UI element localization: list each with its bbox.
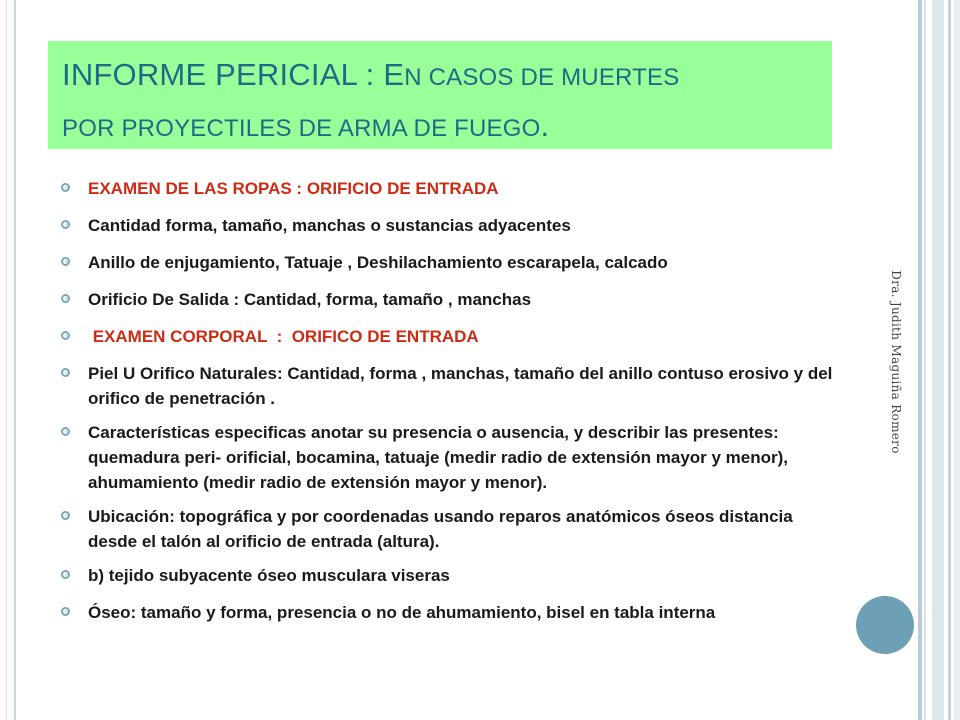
bullet-item [58,563,838,588]
right-stripe [954,0,960,720]
right-border-decoration [918,0,960,720]
title-line2: POR PROYECTILES DE ARMA DE FUEGO [62,115,541,142]
circle-decoration [856,596,914,654]
title-initial: E [383,57,405,92]
bullet-icon [61,257,70,266]
bullet-icon [61,511,70,520]
bullet-list [58,176,838,637]
bullet-item [58,504,838,554]
right-stripe [918,0,922,720]
bullet-item [58,324,838,349]
bullet-text: Óseo: tamaño y forma, presencia o no de ahumamiento, bisel en tabla interna [88,603,716,622]
bullet-text: EXAMEN CORPORAL : ORIFICO DE ENTRADA [88,327,479,346]
title-part1: INFORME PERICIAL : [62,57,384,92]
bullet-item [58,213,838,238]
bullet-icon [61,427,70,436]
bullet-text: Piel U Orifico Naturales: Cantidad, forma , manchas, tamaño del anillo contuso erosivo y del orifico de penetración . [88,364,833,408]
bullet-item [58,250,838,275]
right-stripe [924,0,926,720]
bullet-item [58,176,838,201]
left-border-decoration [0,0,16,720]
title-rest: N CASOS DE MUERTES [404,64,680,91]
slide-title [62,51,832,153]
right-stripe [948,0,951,720]
bullet-text: Ubicación: topográfica y por coordenadas usando reparos anatómicos óseos distancia desde el talón al orificio de entrada (altura). [88,507,793,551]
bullet-item [58,420,838,495]
bullet-icon [61,570,70,579]
title-period: . [540,108,550,143]
bullet-item [58,600,838,625]
bullet-text: b) tejido subyacente óseo musculara viseras [88,566,450,585]
bullet-text: Orificio De Salida : Cantidad, forma, tamaño , manchas [88,290,532,309]
bullet-icon [61,331,70,340]
bullet-text: Características especificas anotar su presencia o ausencia, y describir las presentes: quemadura peri- orificial, bocamina, tatuaje (medir radio de extensión mayor y menor), ahumamiento (medir radio de extensión mayor y menor). [88,423,789,492]
bullet-item [58,361,838,411]
bullet-text: Cantidad forma, tamaño, manchas o sustancias adyacentes [88,216,571,235]
bullet-icon [61,368,70,377]
bullet-text: Anillo de enjugamiento, Tatuaje , Deshilachamiento escarapela, calcado [88,253,668,272]
bullet-icon [61,294,70,303]
author-credit: Dra. Judith Maguiña Romero [889,270,903,454]
bullet-icon [61,220,70,229]
bullet-icon [61,607,70,616]
slide-title-box [48,41,832,149]
bullet-icon [61,183,70,192]
right-stripe [932,0,944,720]
bullet-item [58,287,838,312]
bullet-text: EXAMEN DE LAS ROPAS : ORIFICIO DE ENTRADA [88,179,499,198]
